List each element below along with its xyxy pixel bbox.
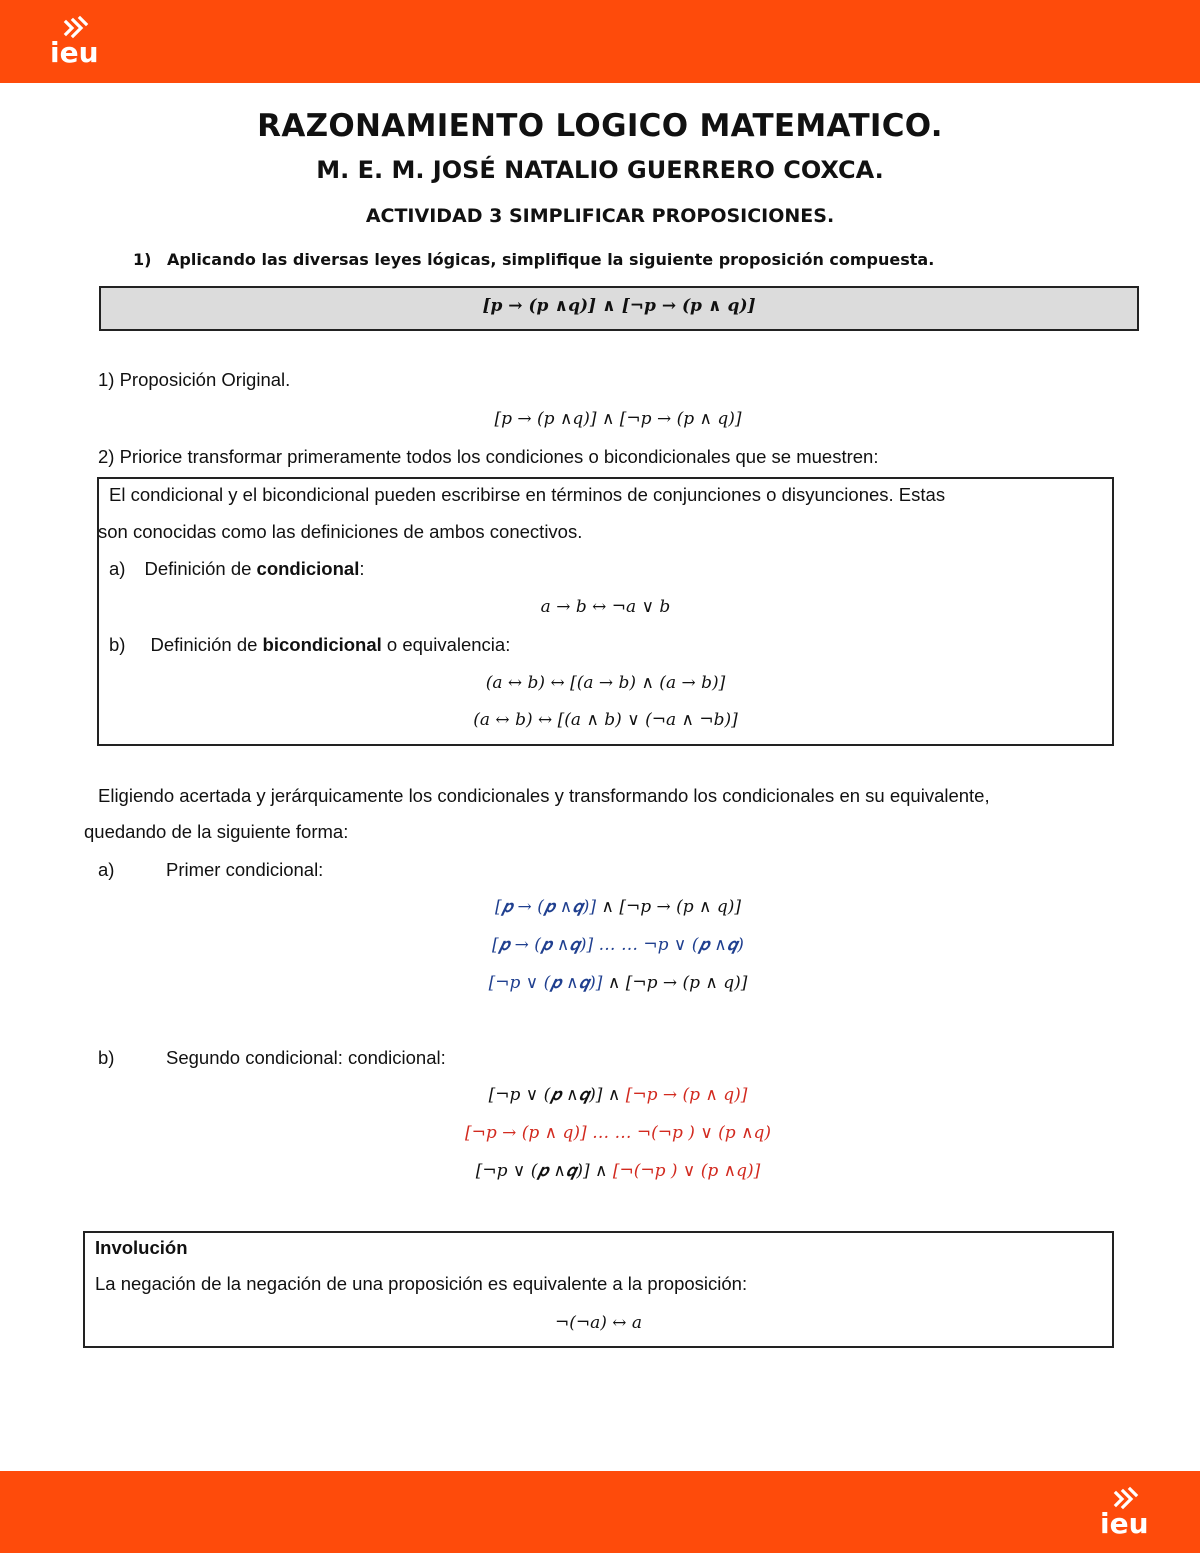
second-conditional-formula-2: [¬p → (p ∧ q)] … … ¬(¬p ) ∨ (p ∧q) <box>464 1123 772 1143</box>
definition-conditional <box>109 558 364 580</box>
definitions-box <box>97 477 1114 746</box>
header-bar <box>0 0 1200 83</box>
ieu-logo-footer <box>1100 1485 1160 1545</box>
list-marker-b: b) <box>109 634 126 655</box>
footer-bar <box>0 1471 1200 1553</box>
choosing-line1: Eligiendo acertada y jerárquicamente los condicionales y transformando los condicionales en su equivalente, <box>98 785 990 806</box>
question-number: 1) <box>133 250 152 269</box>
definition-a-bold: condicional <box>256 558 360 579</box>
definition-a-pre: Definición de <box>144 558 257 579</box>
definition-b-pre: Definición de <box>150 634 263 655</box>
first-conditional-formula-2: [𝒑 → (𝒑 ∧𝒒)] … … ¬p ∨ (𝒑 ∧𝒒) <box>492 935 744 955</box>
first-conditional-marker: a) <box>98 859 115 880</box>
second-conditional-formula-1 <box>18 1085 1200 1105</box>
step2-label: 2) Priorice transformar primeramente todos los condiciones o bicondicionales que se muestren: <box>98 446 879 467</box>
logo-text: ieu <box>50 36 99 69</box>
choosing-line2: quedando de la siguiente forma: <box>84 821 349 842</box>
biconditional-formula-1: (a ↔ b) ↔ [(a → b) ∧ (a → b)] <box>485 673 726 693</box>
step1-label: 1) Proposición Original. <box>98 369 291 390</box>
definition-a-post: : <box>359 558 365 579</box>
second-formula1-rest: [¬p ∨ (𝒑 ∧𝒒)] ∧ <box>488 1085 626 1105</box>
first-formula1-highlight: [𝒑 → (𝒑 ∧𝒒)] <box>494 897 597 917</box>
biconditional-formula-2: (a ↔ b) ↔ [(a ∧ b) ∨ (¬a ∧ ¬b)] <box>473 710 738 730</box>
definitions-intro-line2: son conocidas como las definiciones de ambos conectivos. <box>98 521 583 542</box>
second-conditional-label: Segundo condicional: condicional: <box>166 1047 446 1068</box>
first-formula1-rest: ∧ [¬p → (p ∧ q)] <box>596 897 742 917</box>
activity-title: ACTIVIDAD 3 SIMPLIFICAR PROPOSICIONES. <box>365 205 835 227</box>
first-conditional-label: Primer condicional: <box>166 859 324 880</box>
ieu-logo <box>50 14 110 74</box>
question-formula-box <box>99 286 1139 331</box>
question-line <box>133 250 934 269</box>
definitions-intro-line1: El condicional y el bicondicional pueden escribirse en términos de conjunciones o disyunciones. Estas <box>109 484 946 505</box>
definition-b-bold: bicondicional <box>262 634 382 655</box>
involution-text: La negación de la negación de una proposición es equivalente a la proposición: <box>95 1273 748 1294</box>
involution-formula: ¬(¬a) ↔ a <box>554 1313 643 1333</box>
second-formula3-rest: [¬p ∨ (𝒑 ∧𝒒)] ∧ <box>475 1161 613 1181</box>
second-conditional-formula-3 <box>18 1161 1200 1181</box>
first-formula3-rest: ∧ [¬p → (p ∧ q)] <box>602 973 748 993</box>
first-conditional-formula-3 <box>18 973 1200 993</box>
author-name: M. E. M. JOSÉ NATALIO GUERRERO COXCA. <box>316 156 884 184</box>
step1-formula: [p → (p ∧q)] ∧ [¬p → (p ∧ q)] <box>494 409 742 429</box>
first-formula3-highlight: [¬p ∨ (𝒑 ∧𝒒)] <box>488 973 603 993</box>
question-text: Aplicando las diversas leyes lógicas, simplifique la siguiente proposición compuesta. <box>167 250 935 269</box>
involution-title: Involución <box>95 1237 188 1258</box>
second-conditional-marker: b) <box>98 1047 115 1068</box>
logo-text-footer: ieu <box>1100 1507 1149 1540</box>
question-formula: [𝒑 → (𝒑 ∧𝒒)] ∧ [¬𝒑 → (𝒑 ∧ 𝒒)] <box>482 296 756 316</box>
second-formula1-highlight: [¬p → (p ∧ q)] <box>625 1085 748 1105</box>
list-marker-a: a) <box>109 558 126 579</box>
involution-box <box>83 1231 1114 1348</box>
document-title: RAZONAMIENTO LOGICO MATEMATICO. <box>257 108 943 144</box>
second-formula3-highlight: [¬(¬p ) ∨ (p ∧q)] <box>612 1161 761 1181</box>
definition-biconditional <box>109 634 510 656</box>
definition-b-post: o equivalencia: <box>381 634 511 655</box>
conditional-definition-formula: a → b ↔ ¬a ∨ b <box>540 597 671 617</box>
first-conditional-formula-1 <box>18 897 1200 917</box>
